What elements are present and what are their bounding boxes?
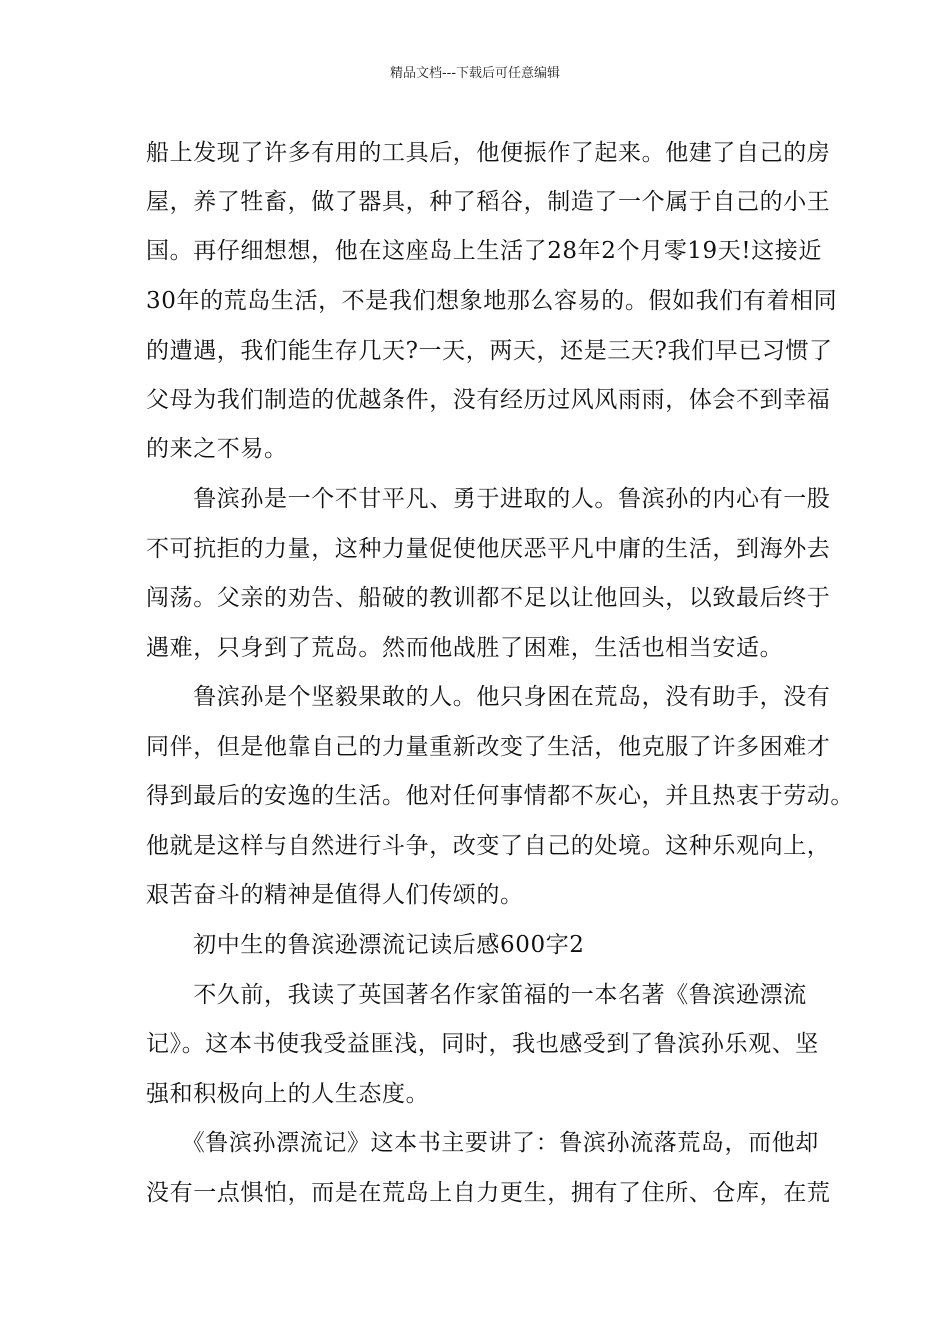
text-line: 强和积极向上的人生态度。 bbox=[146, 1081, 430, 1107]
text-line: 遇难，只身到了荒岛。然而他战胜了困难，生活也相当安适。 bbox=[146, 635, 784, 661]
text-line: 同伴，但是他靠自己的力量重新改变了生活，他克服了许多困难才 bbox=[146, 734, 831, 760]
page-header: 精品文档---下载后可任意编辑 bbox=[389, 66, 561, 81]
text-line: 没有一点惧怕，而是在荒岛上自力更生，拥有了住所、仓库，在荒 bbox=[146, 1180, 831, 1206]
text-line: 《鲁滨孙漂流记》这本书主要讲了：鲁滨孙流落荒岛，而他却 bbox=[146, 1130, 819, 1156]
text-line: 不久前，我读了英国著名作家笛福的一本名著《鲁滨逊漂流 bbox=[146, 982, 807, 1008]
text-line: 闯荡。父亲的劝告、船破的教训都不足以让他回头，以致最后终于 bbox=[146, 585, 831, 611]
text-line: 船上发现了许多有用的工具后，他便振作了起来。他建了自己的房 bbox=[146, 140, 831, 166]
text-line: 的来之不易。 bbox=[146, 436, 288, 462]
text-line: 父母为我们制造的优越条件，没有经历过风风雨雨，体会不到幸福 bbox=[146, 387, 831, 413]
text-line: 国。再仔细想想，他在这座岛上生活了28年2个月零19天!这接近 bbox=[146, 238, 823, 264]
text-line: 屋，养了牲畜，做了器具，种了稻谷，制造了一个属于自己的小王 bbox=[146, 189, 831, 215]
text-line: 的遭遇，我们能生存几天?一天，两天，还是三天?我们早已习惯了 bbox=[146, 338, 833, 364]
text-line: 得到最后的安逸的生活。他对任何事情都不灰心，并且热衷于劳动。 bbox=[146, 783, 854, 809]
text-line: 鲁滨孙是一个不甘平凡、勇于进取的人。鲁滨孙的内心有一股 bbox=[146, 486, 831, 512]
text-line: 他就是这样与自然进行斗争，改变了自己的处境。这种乐观向上， bbox=[146, 833, 831, 859]
text-line: 艰苦奋斗的精神是值得人们传颂的。 bbox=[146, 882, 524, 908]
text-line: 不可抗拒的力量，这种力量促使他厌恶平凡中庸的生活，到海外去 bbox=[146, 536, 831, 562]
text-line: 鲁滨孙是个坚毅果敢的人。他只身困在荒岛，没有助手，没有 bbox=[146, 684, 831, 710]
text-line: 30年的荒岛生活，不是我们想象地那么容易的。假如我们有着相同 bbox=[146, 288, 838, 314]
text-line: 记》。这本书使我受益匪浅，同时，我也感受到了鲁滨孙乐观、坚 bbox=[146, 1031, 819, 1057]
section-heading: 初中生的鲁滨逊漂流记读后感600字2 bbox=[146, 932, 585, 958]
